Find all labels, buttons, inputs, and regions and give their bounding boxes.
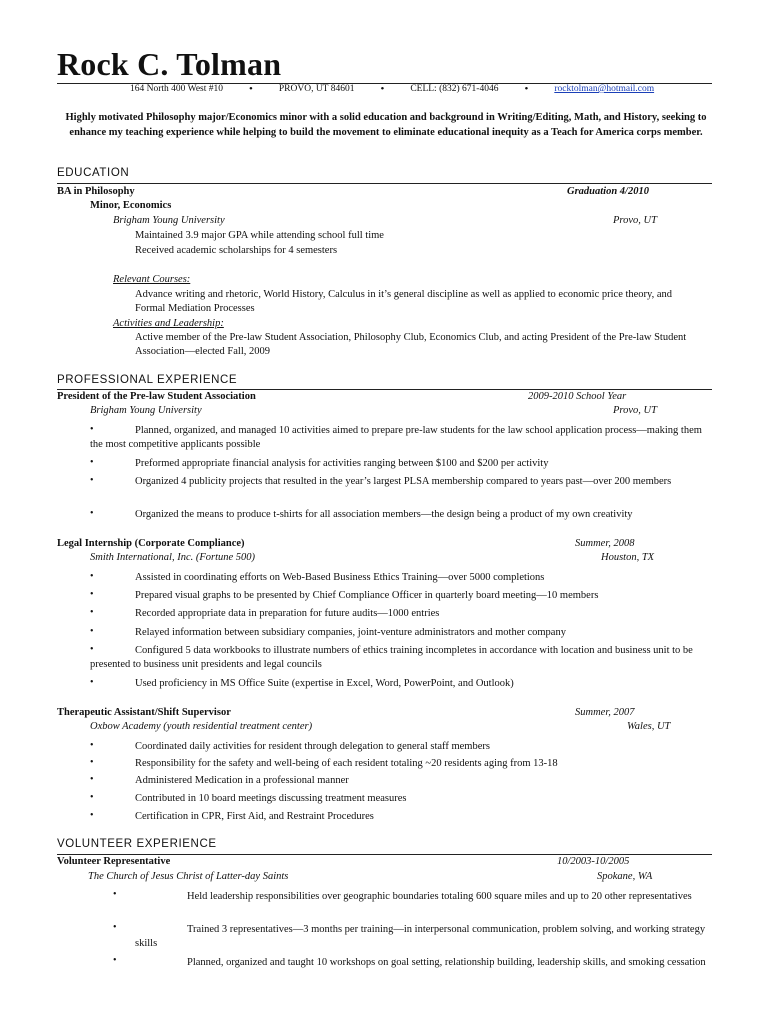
bullet-icon: • [90,424,94,435]
education-point: Received academic scholarships for 4 semesters [135,245,338,256]
job-date: Summer, 2007 [575,707,635,718]
cell-phone: CELL: (832) 671-4046 [410,84,499,94]
school-name: Brigham Young University [113,215,225,226]
job-org: Oxbow Academy (youth residential treatment center) [90,721,313,732]
volunteer-bullet: Planned, organized and taught 10 workshops on goal setting, relationship building, leadership skills, and smoking cessation [187,957,706,968]
bullet-icon: • [90,774,94,785]
school-location: Provo, UT [613,215,657,226]
education-point: Maintained 3.9 major GPA while attending school full time [135,230,384,241]
job-location: Provo, UT [613,405,657,416]
job-location: Wales, UT [627,721,671,732]
job-bullet: Recorded appropriate data in preparation for future audits—1000 entries [135,608,440,619]
volunteer-org: The Church of Jesus Christ of Latter-day Saints [88,871,289,882]
job-bullet: Administered Medication in a professional manner [135,775,349,786]
bullet-icon: • [90,571,94,582]
section-rule [57,183,712,184]
job-bullet: Assisted in coordinating efforts on Web-Based Business Ethics Training—over 5000 completions [135,572,545,583]
job-bullet: Prepared visual graphs to be presented by Chief Compliance Officer in quarterly board meeting—10 members [135,590,599,601]
job-bullet: Organized 4 publicity projects that resulted in the year’s largest PLSA membership compared to years past—over 200 members [135,476,672,487]
job-bullet: Responsibility for the safety and well-being of each resident totaling ~20 residents aging from 13-18 [135,758,558,769]
bullet-icon: • [113,955,117,966]
contact-line [130,84,710,94]
job-bullet: Coordinated daily activities for resident through delegation to general staff members [135,741,490,752]
bullet-sep: • [249,83,253,95]
volunteer-bullet: Held leadership responsibilities over geographic boundaries totaling 600 square miles and up to 20 other representatives [187,891,692,902]
activities-text: Active member of the Pre-law Student Association, Philosophy Club, Economics Club, and acting President of the Pre-law Student Association—elected Fall, 2009 [135,332,687,357]
bullet-icon: • [90,644,94,655]
job-location: Houston, TX [601,552,655,563]
email-link[interactable]: rocktolman@hotmail.com [554,84,655,94]
objective-statement: Highly motivated Philosophy major/Economics minor with a solid education and background in Writing/Editing, Math, and History, seeking to enhance my teaching experience while helping to build the movement to eliminate educational inequity as a Teach for America corps member. [65,112,707,138]
job-bullet: Relayed information between subsidiary companies, joint-venture administrators and mother company [135,627,566,638]
job-bullet: Organized the means to produce t-shirts for all association members—the design being a product of my own creativity [135,509,633,520]
job-title: Legal Internship (Corporate Compliance) [57,538,245,549]
job-title: President of the Pre-law Student Association [57,391,256,402]
volunteer-bullet: Trained 3 representatives—3 months per training—in interpersonal communication, problem solving, and working strategy skills [135,924,706,949]
activities-label: Activities and Leadership: [113,318,224,329]
volunteer-location: Spokane, WA [597,871,653,882]
degree: BA in Philosophy [57,186,135,197]
job-org: Smith International, Inc. (Fortune 500) [90,552,256,563]
job-bullet: Contributed in 10 board meetings discussing treatment measures [135,793,407,804]
section-heading-professional: PROFESSIONAL EXPERIENCE [57,374,238,386]
job-bullet: Configured 5 data workbooks to illustrate numbers of ethics training incompletes in accordance with location and business unit to be presented to business unit presidents and legal councils [90,645,693,670]
job-bullet: Used proficiency in MS Office Suite (expertise in Excel, Word, PowerPoint, and Outlook) [135,678,514,689]
bullet-icon: • [113,889,117,900]
job-bullet: Certification in CPR, First Aid, and Restraint Procedures [135,811,374,822]
section-heading-volunteer: VOLUNTEER EXPERIENCE [57,838,217,850]
courses-label: Relevant Courses: [113,274,191,285]
graduation-date: Graduation 4/2010 [567,186,649,197]
job-title: Therapeutic Assistant/Shift Supervisor [57,707,231,718]
volunteer-date: 10/2003-10/2005 [557,856,630,867]
minor: Minor, Economics [90,200,172,211]
bullet-icon: • [90,508,94,519]
bullet-icon: • [90,589,94,600]
job-bullet: Preformed appropriate financial analysis for activities ranging between $100 and $200 per activity [135,458,549,469]
city: PROVO, UT 84601 [278,84,355,94]
bullet-icon: • [90,810,94,821]
courses-text: Advance writing and rhetoric, World History, Calculus in it’s general discipline as well as applied to economic price theory, and Formal Mediation Processes [135,289,673,314]
bullet-icon: • [90,457,94,468]
bullet-icon: • [90,792,94,803]
volunteer-title: Volunteer Representative [57,856,171,867]
bullet-icon: • [90,607,94,618]
bullet-icon: • [90,757,94,768]
job-bullet: Planned, organized, and managed 10 activities aimed to prepare pre-law students for the law school application process—making them the most competitive applicants possible [90,425,702,450]
section-heading-education: EDUCATION [57,167,130,179]
bullet-icon: • [90,626,94,637]
bullet-sep: • [380,83,385,95]
candidate-name: Rock C. Tolman [57,46,282,82]
bullet-sep: • [524,83,529,95]
address: 164 North 400 West #10 [130,84,224,94]
job-date: Summer, 2008 [575,538,635,549]
job-org: Brigham Young University [90,405,202,416]
bullet-icon: • [113,922,117,933]
bullet-icon: • [90,677,94,688]
bullet-icon: • [90,475,94,486]
bullet-icon: • [90,740,94,751]
job-date: 2009-2010 School Year [528,391,627,402]
